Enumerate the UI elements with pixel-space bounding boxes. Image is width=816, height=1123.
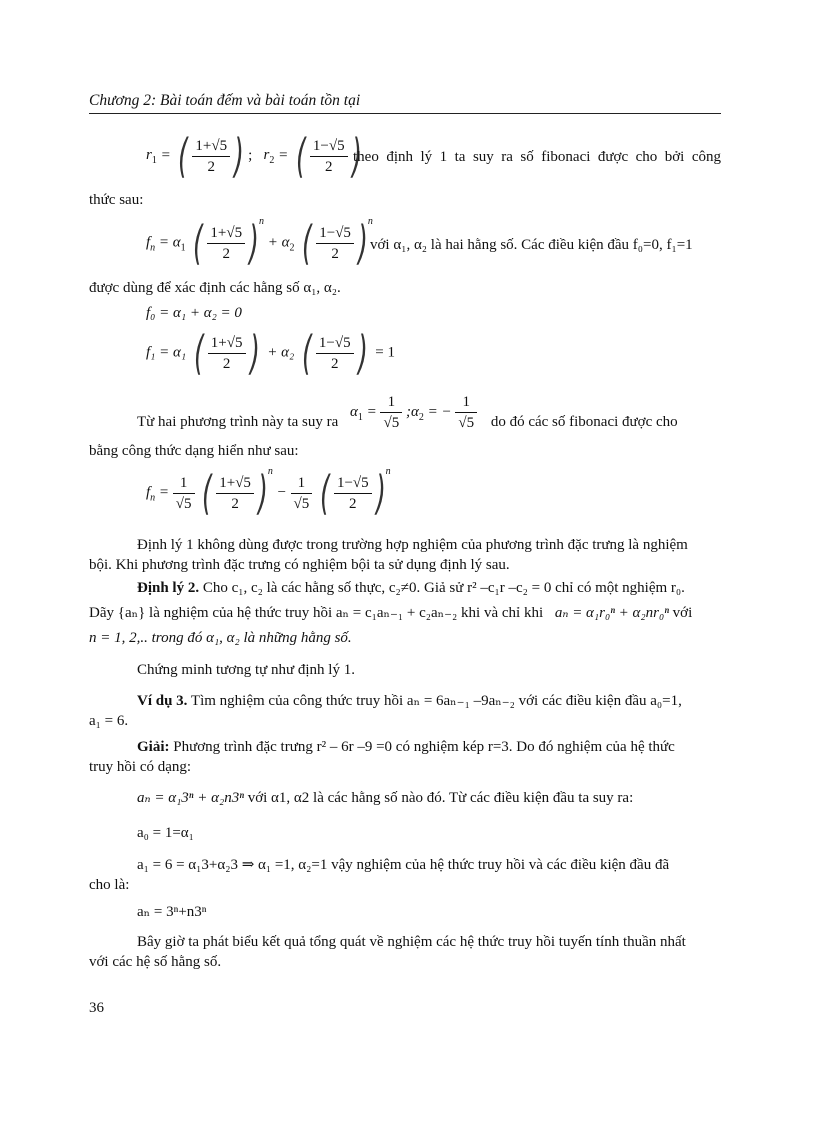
eq-f0: f₀ = α₁ + α₂ = 0: [146, 305, 242, 321]
proof-text: Chứng minh tương tự như định lý 1.: [137, 662, 355, 678]
paragraph-5b: bội. Khi phương trình đặc trưng có nghiệm bội ta sử dụng định lý sau.: [89, 557, 510, 573]
paragraph-1: thức sau:: [89, 192, 144, 208]
eq-fn-tail: với α₁, α₂ là hai hằng số. Các điều kiện đầu f₀=0, f₁=1: [370, 237, 693, 253]
r1-symbol: $r_1$: [146, 147, 157, 167]
solution-line-2: truy hồi có dạng:: [89, 759, 192, 775]
r2-denominator: 2: [325, 158, 333, 175]
eq-fn-explicit: $f_n$ = $\frac{1}{√5}$ ( $\frac{1+√5}{2}$ )$^n$ − $\frac{1}{√5}$ ( $\frac{1-√5}{2}$ )$^n$: [146, 466, 391, 520]
r1-numerator: 1+√5: [192, 136, 230, 157]
eq-r1-r2: $r_1$ = ( $\frac{1+√5}{2}$ ) ; $r_2$ = ( $\frac{1-√5}{2}$ ): [146, 129, 362, 183]
example-3-line-1: Ví dụ 3. Tìm nghiệm của công thức truy hồi aₙ = 6aₙ₋₁ –9aₙ₋₂ với các điều kiện đầu a₀=1,: [137, 693, 682, 709]
solution-line-1: Giải: Phương trình đặc trưng r² – 6r –9 =0 có nghiệm kép r=3. Do đó nghiệm của hệ thức: [137, 739, 675, 755]
initial-a0: a₀ = 1=α₁: [137, 825, 194, 841]
paragraph-4: bằng công thức dạng hiển như sau:: [89, 443, 299, 459]
initial-a1-line-1: a₁ = 6 = α₁3+α₂3 ⇒ α₁ =1, α₂=1 vậy nghiệm của hệ thức truy hồi và các điều kiện đầu đã: [137, 857, 670, 873]
r2-symbol: $r_2$: [263, 147, 275, 167]
theorem-2-line-2: Dãy {aₙ} là nghiệm của hệ thức truy hồi aₙ = c₁aₙ₋₁ + c₂aₙ₋₂ khi và chỉ khi aₙ = α₁r₀ⁿ + α₂nr₀ⁿ với: [89, 605, 693, 621]
header-rule: [89, 113, 721, 114]
initial-a1-line-2: cho là:: [89, 877, 130, 893]
eq-f1: f₁ = α₁ ( $\frac{1+√5}{2}$ ) + α₂ ( $\frac{1-√5}{2}$ ) = 1: [146, 326, 395, 380]
paragraph-3: Từ hai phương trình này ta suy ra $\alpha_1$ = $\frac{1}{√5}$ $;\alpha_2$ = − $\frac{1}{√5}$ do đó các số fibonaci được cho: [137, 394, 678, 431]
paragraph-5a: Định lý 1 không dùng được trong trường hợp nghiệm của phương trình đặc trưng là nghiệm: [137, 537, 688, 553]
final-paragraph-line-2: với các hệ số hằng số.: [89, 954, 222, 970]
paragraph-2: được dùng để xác định các hằng số α₁, α₂.: [89, 280, 341, 296]
r1-denominator: 2: [207, 158, 216, 175]
theorem-2-line-1: Định lý 2. Cho c₁, c₂ là các hằng số thực, c₂≠0. Giả sử r² –c₁r –c₂ = 0 chỉ có một nghiệm r₀.: [137, 580, 685, 596]
page-number: 36: [89, 1000, 104, 1016]
final-paragraph-line-1: Bây giờ ta phát biểu kết quả tổng quát về nghiệm các hệ thức truy hồi tuyến tính thuần nhất: [137, 934, 686, 950]
theorem-2-line-3: n = 1, 2,.. trong đó α₁, α₂ là những hằng số.: [89, 630, 352, 646]
chapter-header: Chương 2: Bài toán đếm và bài toán tồn tại: [89, 92, 361, 109]
eq-r-tail: theo định lý 1 ta suy ra số fibonaci được cho bởi công: [353, 149, 721, 165]
solution-equation: aₙ = α₁3ⁿ + α₂n3ⁿ với α1, α2 là các hằng số nào đó. Từ các điều kiện đầu ta suy ra:: [137, 790, 634, 806]
example-3-line-2: a₁ = 6.: [89, 713, 129, 729]
eq-fn: $f_n = \alpha_1$ ( $\frac{1+√5}{2}$ )$^n + \alpha_2$ ( $\frac{1-√5}{2}$ )$^n$: [146, 216, 373, 270]
solution-an: aₙ = 3ⁿ+n3ⁿ: [137, 904, 207, 920]
r2-numerator: 1−√5: [310, 136, 348, 157]
